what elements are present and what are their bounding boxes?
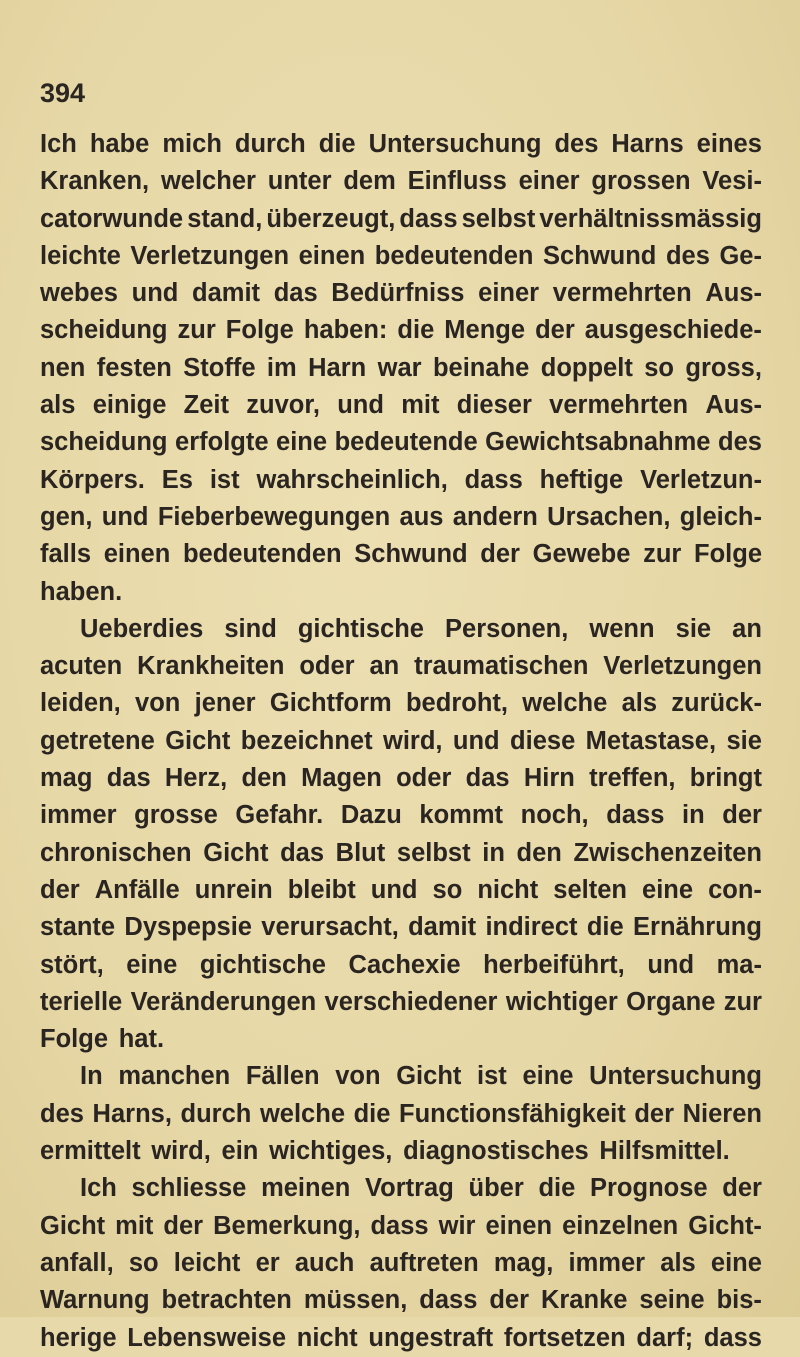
text-line: Ueberdies sind gichtische Personen, wenn sie an [80, 614, 762, 643]
text-line: stört, eine gichtische Cachexie herbeiführt, und ma- [40, 950, 762, 979]
text-line: ermittelt wird, ein wichtiges, diagnostisches Hilfsmittel. [40, 1137, 730, 1166]
text-line: mag das Herz, den Magen oder das Hirn treffen, bringt [40, 764, 762, 793]
text-line: webes und damit das Bedürfniss einer vermehrten Aus- [40, 279, 762, 308]
text-line: scheidung zur Folge haben: die Menge der ausgeschiede- [40, 316, 762, 345]
text-line: chronischen Gicht das Blut selbst in den Zwischenzeiten [40, 838, 762, 867]
page-number: 394 [40, 78, 86, 108]
body-text [40, 126, 762, 1357]
text-line: des Harns, durch welche die Functionsfähigkeit der Nieren [40, 1099, 762, 1128]
text-line: getretene Gicht bezeichnet wird, und diese Metastase, sie [40, 726, 762, 755]
text-line: Körpers. Es ist wahrscheinlich, dass heftige Verletzun- [40, 465, 762, 494]
text-line: terielle Veränderungen verschiedener wichtiger Organe zur [40, 987, 762, 1016]
paragraph [40, 611, 762, 1059]
text-line: immer grosse Gefahr. Dazu kommt noch, dass in der [40, 801, 762, 830]
text-line: catorwunde stand, überzeugt, dass selbst verhältnissmässig [40, 204, 762, 233]
paragraph [40, 126, 762, 611]
text-line: anfall, so leicht er auch auftreten mag, immer als eine [40, 1248, 762, 1277]
text-line: scheidung erfolgte eine bedeutende Gewichtsabnahme des [40, 428, 762, 457]
text-line: Gicht mit der Bemerkung, dass wir einen einzelnen Gicht- [40, 1211, 762, 1240]
text-line: leichte Verletzungen einen bedeutenden Schwund des Ge- [40, 241, 762, 270]
text-line: nen festen Stoffe im Harn war beinahe doppelt so gross, [40, 353, 762, 382]
text-line: In manchen Fällen von Gicht ist eine Untersuchung [80, 1062, 762, 1091]
text-line: Ich habe mich durch die Untersuchung des Harns eines [40, 130, 762, 158]
text-line: haben. [40, 577, 123, 606]
text-line: Kranken, welcher unter dem Einfluss einer grossen Vesi- [40, 167, 762, 196]
text-line: leiden, von jener Gichtform bedroht, welche als zurück- [40, 689, 762, 718]
text-line: falls einen bedeutenden Schwund der Gewebe zur Folge [40, 540, 762, 569]
text-line: Warnung betrachten müssen, dass der Kranke seine bis- [40, 1286, 762, 1315]
text-line: der Anfälle unrein bleibt und so nicht selten eine con- [40, 875, 762, 904]
paragraph [40, 1170, 762, 1356]
text-line: stante Dyspepsie verursacht, damit indirect die Ernährung [40, 913, 762, 942]
text-line: als einige Zeit zuvor, und mit dieser vermehrten Aus- [40, 391, 762, 420]
paragraph [40, 1058, 762, 1170]
text-line: Folge hat. [40, 1025, 165, 1054]
text-line: herige Lebensweise nicht ungestraft fortsetzen darf; dass [40, 1323, 762, 1352]
text-line: acuten Krankheiten oder an traumatischen Verletzungen [40, 652, 762, 681]
text-line: Ich schliesse meinen Vortrag über die Prognose der [80, 1174, 762, 1203]
text-line: gen, und Fieberbewegungen aus andern Ursachen, gleich- [40, 502, 762, 531]
